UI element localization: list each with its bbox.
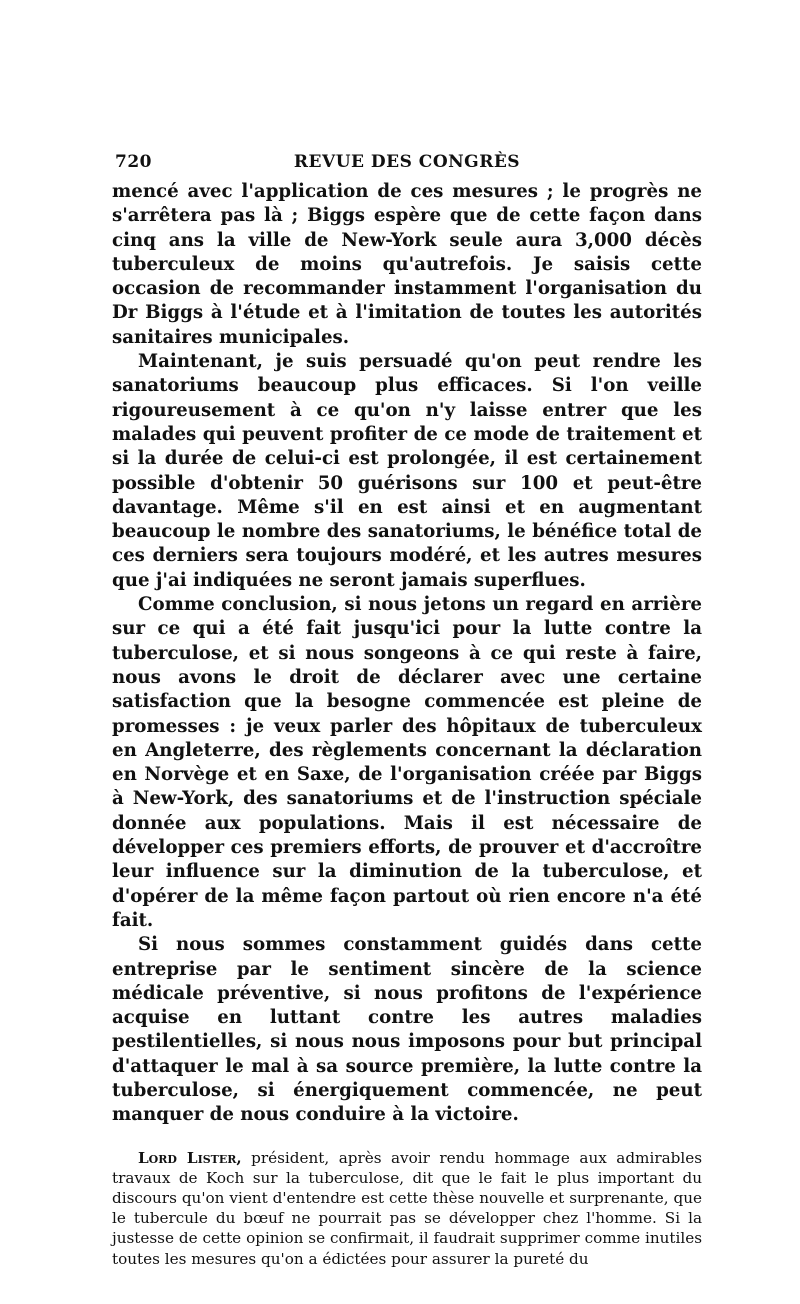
paragraph-2: Maintenant, je suis persuadé qu'on peut rendre les sanatoriums beaucoup plus efficaces. Si l'on veille rigoureusement à ce qu'on n'y laisse entrer que les malades qui peuvent profiter de ce mode de traitement et si la durée de celui-ci est prolongée, il est certainement possible d'obtenir 50 guérisons sur 100 et peut-être davantage. Même s'il en est ainsi et en augmentant beaucoup le nombre des sanatoriums, le bénéfice total de ces derniers sera toujours modéré, et les autres mesures que j'ai indiquées ne seront jamais superflues. (112, 351, 702, 591)
body-text (112, 180, 702, 1128)
paragraph-4: Si nous sommes constamment guidés dans cette entreprise par le sentiment sincère de la science médicale préventive, si nous profitons de l'expérience acquise en luttant contre les autres maladies pestilentielles, si nous nous imposons pour but principal d'attaquer le mal à sa source première, la lutte contre la tuberculose, si énergiquement commencée, ne peut manquer de nous conduire à la victoire. (112, 934, 702, 1126)
discussion-section (112, 1148, 702, 1269)
paragraph-3: Comme conclusion, si nous jetons un regard en arrière sur ce qui a été fait jusqu'ici pour la lutte contre la tuberculose, et si nous songeons à ce qui reste à faire, nous avons le droit de déclarer avec une certaine satisfaction que la besogne commencée est pleine de promesses : je veux parler des hôpitaux de tuberculeux en Angleterre, des règlements concernant la déclaration en Norvège et en Saxe, de l'organisation créée par Biggs à New-York, des sanatoriums et de l'instruction spéciale donnée aux populations. Mais il est nécessaire de développer ces premiers efforts, de prouver et d'accroître leur influence sur la diminution de la tuberculose, et d'opérer de la même façon partout où rien encore n'a été fait. (112, 594, 702, 931)
paragraph-1: mencé avec l'application de ces mesures ; le progrès ne s'arrêtera pas là ; Biggs espère que de cette façon dans cinq ans la ville de New-York seule aura 3,000 décès tuberculeux de moins qu'autrefois. Je saisis cette occasion de recommander instamment l'organisation du Dr Biggs à l'étude et à l'imitation de toutes les autorités sanitaires municipales. (112, 181, 702, 348)
page (112, 152, 702, 1269)
page-number: 720 (115, 152, 152, 172)
discussion-text: président, après avoir rendu hommage aux admirables travaux de Koch sur la tuberculose, dit que le fait le plus important du discours qu'on vient d'entendre est cette thèse nouvelle et surprenante, que le tubercule du bœuf ne pourrait pas se développer chez l'homme. Si la justesse de cette opinion se confirmait, il faudrait supprimer comme inutiles toutes les mesures qu'on a édictées pour assurer la pureté du (112, 1148, 702, 1268)
running-head (112, 152, 702, 178)
discussion-paragraph (112, 1148, 702, 1269)
running-title: REVUE DES CONGRÈS (293, 152, 521, 172)
speaker-name: Lord Lister, (138, 1148, 242, 1167)
